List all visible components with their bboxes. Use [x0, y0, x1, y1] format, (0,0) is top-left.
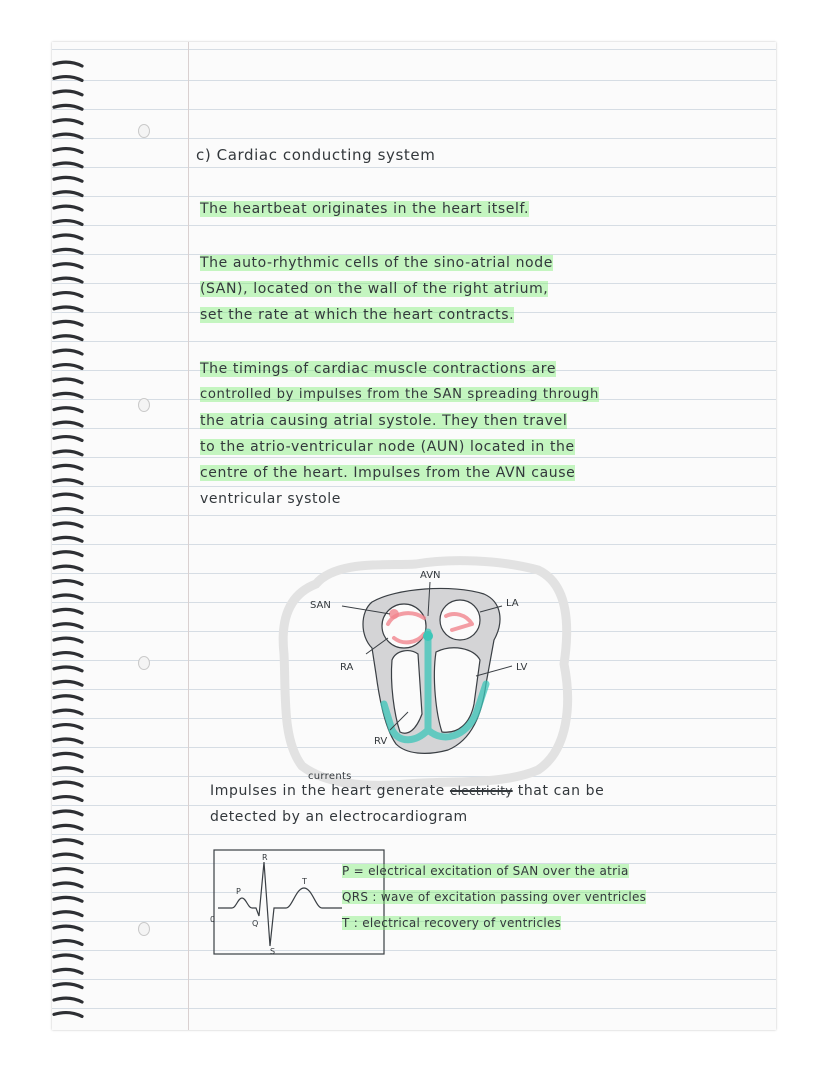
spiral-coil — [54, 897, 82, 901]
spiral-coil — [54, 509, 82, 513]
para3-line3 — [200, 412, 567, 430]
avn-node — [423, 631, 433, 641]
label-ra: RA — [340, 662, 354, 673]
para4-line1-text: Impulses in the heart generate — [210, 783, 445, 799]
spiral-coil — [54, 105, 82, 109]
heart-diagram — [276, 554, 576, 790]
spiral-coil — [54, 365, 82, 369]
spiral-coil — [54, 149, 82, 153]
spiral-coil — [54, 120, 82, 124]
spiral-coil — [54, 192, 82, 196]
spiral-coil — [54, 667, 82, 671]
para4-line1-end: that can be — [517, 783, 605, 799]
heading: c) Cardiac conducting system — [196, 146, 436, 164]
spiral-coil — [54, 537, 82, 541]
margin-line — [188, 42, 189, 1030]
key-qrs-text: QRS : wave of excitation passing over ventricles — [342, 890, 647, 904]
spiral-coil — [54, 221, 82, 225]
spiral-coil — [54, 293, 82, 297]
para3-line4 — [200, 438, 575, 456]
spiral-coil — [54, 653, 82, 657]
spiral-coil — [54, 811, 82, 815]
spiral-coil — [54, 566, 82, 570]
spiral-coil — [54, 969, 82, 973]
spiral-coil — [54, 62, 82, 66]
para3-line2-text: controlled by impulses from the SAN spreading through — [200, 387, 599, 402]
key-p — [342, 862, 629, 880]
spiral-coil — [54, 163, 82, 167]
spiral-coil — [54, 264, 82, 268]
label-lv: LV — [516, 662, 528, 673]
struck-word: electricity — [449, 784, 513, 798]
spiral-coil — [54, 307, 82, 311]
spiral-coil — [54, 422, 82, 426]
spiral-coil — [54, 581, 82, 585]
ecg-label-origin: 0 — [210, 915, 216, 924]
spiral-coil — [54, 249, 82, 253]
label-avn: AVN — [420, 570, 441, 581]
spiral-coil — [54, 465, 82, 469]
para2-line3 — [200, 306, 514, 324]
key-qrs — [342, 888, 646, 906]
para2-line2-text: (SAN), located on the wall of the right atrium, — [200, 281, 549, 297]
spiral-coil — [54, 350, 82, 354]
spiral-coil — [54, 552, 82, 556]
para2-line3-text: set the rate at which the heart contracts. — [200, 307, 515, 323]
para3-line1-text: The timings of cardiac muscle contractions are — [200, 361, 557, 377]
spiral-coil — [54, 134, 82, 138]
spiral-coil — [54, 494, 82, 498]
spiral-coil — [54, 235, 82, 239]
spiral-coil — [54, 408, 82, 412]
spiral-coil — [54, 177, 82, 181]
spiral-coil — [54, 451, 82, 455]
spiral-coil — [54, 523, 82, 527]
para1-text: The heartbeat originates in the heart itself. — [200, 201, 530, 217]
para4-line1 — [210, 782, 604, 800]
spiral-coil — [54, 379, 82, 383]
spiral-coil — [54, 437, 82, 441]
spiral-binding — [52, 42, 88, 1030]
para3-line2 — [200, 386, 599, 404]
spiral-coil — [54, 638, 82, 642]
spiral-coil — [54, 869, 82, 873]
notebook-page — [52, 42, 776, 1030]
spiral-coil — [54, 595, 82, 599]
spiral-coil — [54, 336, 82, 340]
spiral-coil — [54, 480, 82, 484]
spiral-coil — [54, 206, 82, 210]
ecg-label-p: P — [236, 887, 241, 896]
para1 — [200, 200, 529, 218]
spiral-coil — [54, 768, 82, 772]
spiral-coil — [54, 609, 82, 613]
spiral-coil — [54, 393, 82, 397]
punch-hole — [138, 922, 150, 936]
spiral-coil — [54, 624, 82, 628]
label-la: LA — [506, 598, 519, 609]
ecg-label-q: Q — [252, 919, 259, 928]
spiral-coil — [54, 278, 82, 282]
key-p-text: P = electrical excitation of SAN over the atria — [342, 864, 629, 878]
ecg-label-t: T — [302, 877, 307, 886]
spiral-coil — [54, 883, 82, 887]
label-san: SAN — [310, 600, 331, 611]
spiral-coil — [54, 696, 82, 700]
spiral-coil — [54, 753, 82, 757]
para3-line1 — [200, 360, 556, 378]
para2-line1 — [200, 254, 553, 272]
label-rv: RV — [374, 736, 388, 747]
spiral-coil — [54, 984, 82, 988]
para3-line6 — [200, 490, 341, 508]
spiral-coil — [54, 782, 82, 786]
para3-line3-text: the atria causing atrial systole. They then travel — [200, 413, 568, 429]
ecg-label-s: S — [270, 947, 276, 956]
para4-line2 — [210, 808, 468, 826]
spiral-coil — [54, 1013, 82, 1017]
para3-line5-text: centre of the heart. Impulses from the AVN cause — [200, 465, 576, 481]
para3-line6-text: ventricular systole — [200, 491, 341, 507]
spiral-coil — [54, 998, 82, 1002]
para2-line1-text: The auto-rhythmic cells of the sino-atrial node — [200, 255, 553, 271]
spiral-coil — [54, 710, 82, 714]
spiral-coil — [54, 321, 82, 325]
spiral-coil — [54, 91, 82, 95]
spiral-coil — [54, 955, 82, 959]
spiral-coil — [54, 941, 82, 945]
san-node — [389, 609, 399, 619]
para2-line2 — [200, 280, 548, 298]
spiral-coil — [54, 77, 82, 81]
spiral-coil — [54, 825, 82, 829]
spiral-coil — [54, 725, 82, 729]
key-t-text: T : electrical recovery of ventricles — [342, 916, 562, 930]
key-t — [342, 914, 561, 932]
para4-line2-text: detected by an electrocardiogram — [210, 809, 468, 825]
spiral-coil — [54, 912, 82, 916]
spiral-coil — [54, 854, 82, 858]
spiral-coil — [54, 681, 82, 685]
spiral-coil — [54, 739, 82, 743]
left-atrium-chamber — [440, 600, 480, 640]
ecg-label-r: R — [262, 853, 268, 862]
punch-hole — [138, 398, 150, 412]
spiral-binding-graphic — [52, 42, 88, 1030]
punch-hole — [138, 124, 150, 138]
punch-hole — [138, 656, 150, 670]
spiral-coil — [54, 926, 82, 930]
spiral-coil — [54, 797, 82, 801]
para3-line4-text: to the atrio-ventricular node (AUN) located in the — [200, 439, 575, 455]
para3-line5 — [200, 464, 575, 482]
spiral-coil — [54, 840, 82, 844]
correction-above: currents — [308, 771, 352, 782]
ecg-waveform — [218, 862, 342, 946]
